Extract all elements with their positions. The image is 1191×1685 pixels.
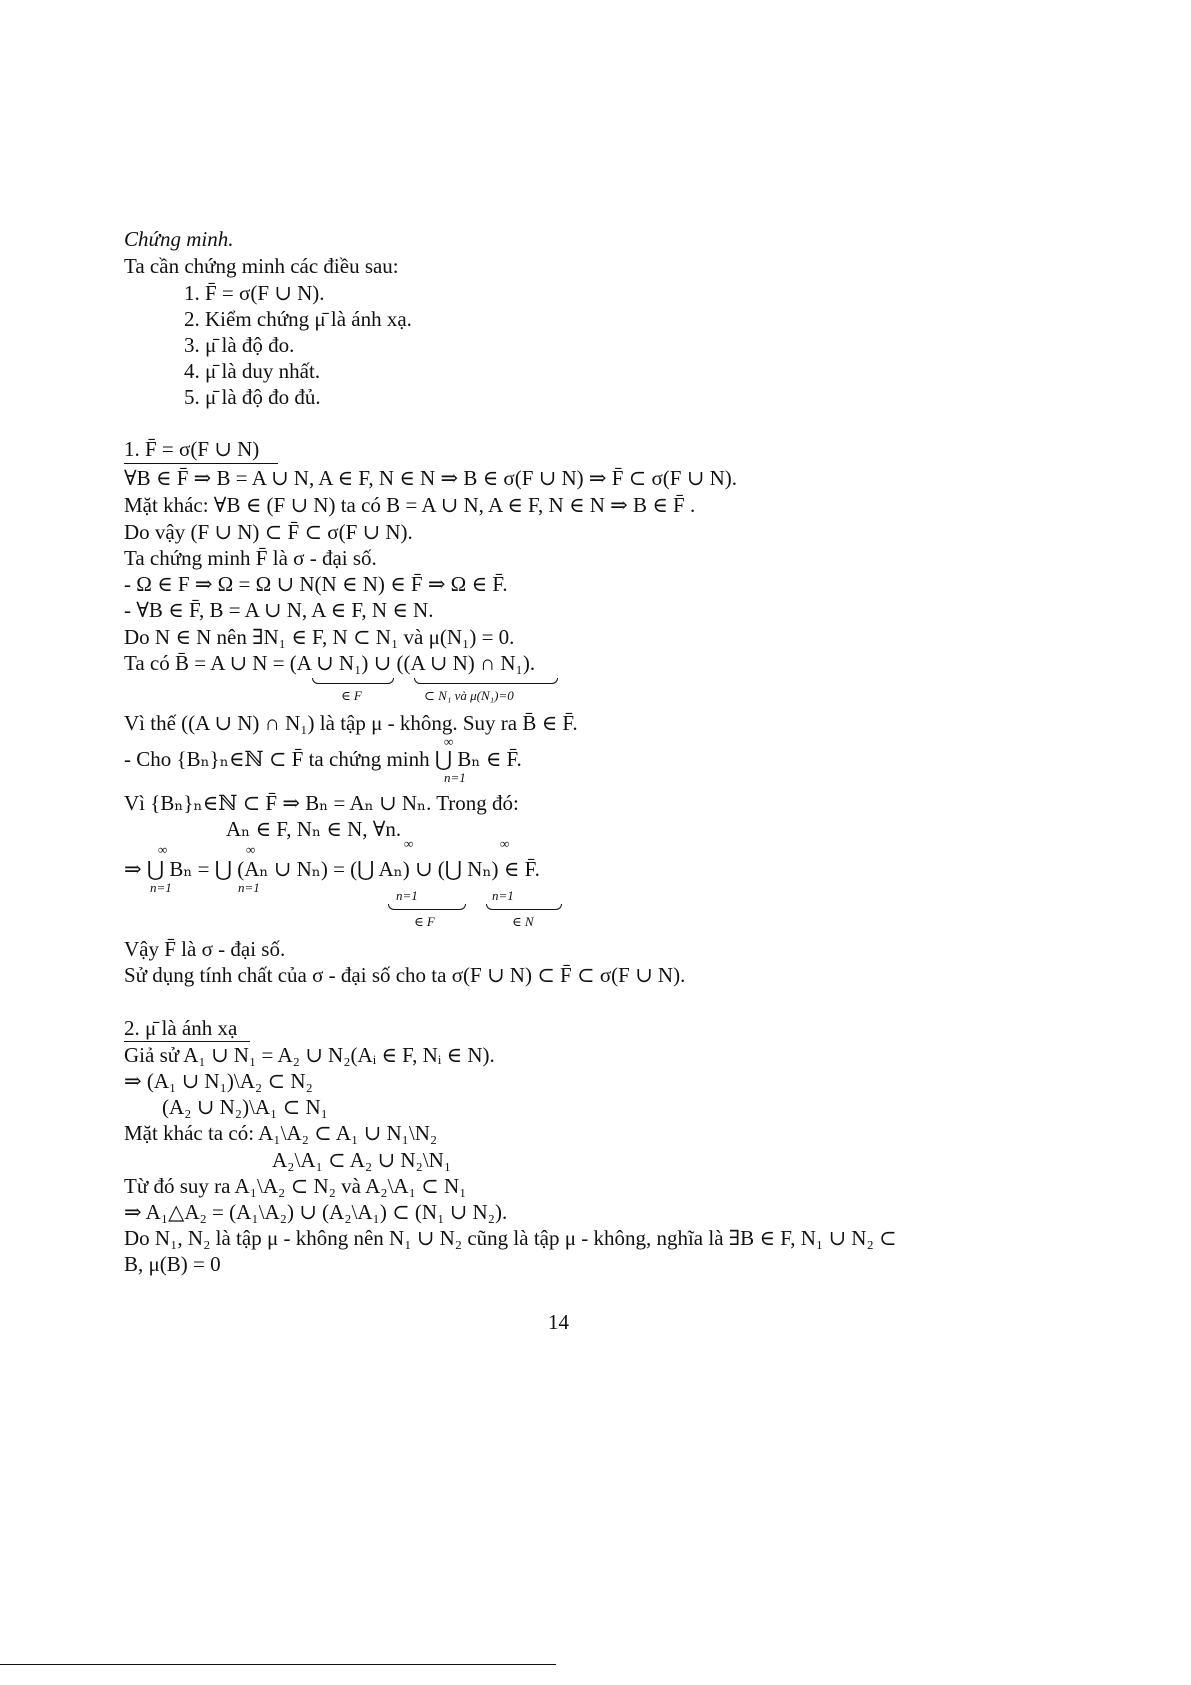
s2-line-3: (A₂ ∪ N₂)\A₁ ⊂ N₁: [162, 1095, 328, 1119]
section-1-title: 1. F̄ = σ(F ∪ N): [124, 437, 260, 461]
list-item-4: 4. μ̄ là duy nhất.: [184, 359, 321, 383]
s2-line-5: A₂\A₁ ⊂ A₂ ∪ N₂\N₁: [272, 1148, 452, 1172]
list-item-5: 5. μ̄ là độ đo đủ.: [184, 385, 321, 409]
s1-l13-lim4-lower: n=1: [492, 888, 514, 903]
list-item-3: 3. μ̄ là độ đo.: [184, 333, 295, 357]
s1-l13-lim3-lower: n=1: [396, 888, 418, 903]
s2-line-4: Mặt khác ta có: A₁\A₂ ⊂ A₁ ∪ N₁\N₂: [124, 1121, 438, 1145]
section-1-rule: [124, 463, 278, 464]
underbrace-3-label: ∈ F: [414, 914, 435, 929]
s1-l13-lim2-lower: n=1: [238, 880, 260, 895]
s2-line-2: ⇒ (A₁ ∪ N₁)\A₂ ⊂ N₂: [124, 1069, 313, 1093]
list-item-2: 2. Kiểm chứng μ̄ là ánh xạ.: [184, 307, 412, 331]
s1-l10-upper: ∞: [444, 734, 454, 749]
s1-line-9: Vì thế ((A ∪ N) ∩ N₁) là tập μ - không. Suy ra B̄ ∈ F̄.: [124, 711, 578, 735]
s1-l13-lim1-upper: ∞: [158, 842, 168, 857]
page-number: 14: [548, 1310, 569, 1334]
s1-line-5: - Ω ∈ F ⇒ Ω = Ω ∪ N(N ∈ N) ∈ F̄ ⇒ Ω ∈ F̄.: [124, 572, 508, 596]
s1-line-8: Ta có B̄ = A ∪ N = (A ∪ N₁) ∪ ((A ∪ N) ∩ N₁).: [124, 651, 536, 675]
underbrace-4: [486, 904, 562, 910]
s1-line-3: Do vậy (F ∪ N) ⊂ F̄ ⊂ σ(F ∪ N).: [124, 520, 413, 544]
underbrace-1-label: ∈ F: [341, 688, 362, 703]
underbrace-3: [388, 904, 466, 910]
s1-line-6: - ∀B ∈ F̄, B = A ∪ N, A ∈ F, N ∈ N.: [124, 598, 434, 622]
s1-line-12: Aₙ ∈ F, Nₙ ∈ N, ∀n.: [226, 817, 402, 841]
footer-rule: [0, 1664, 556, 1665]
s1-l13-lim4-upper: ∞: [500, 836, 510, 851]
list-item-1: 1. F̄ = σ(F ∪ N).: [184, 281, 325, 305]
proof-heading: Chứng minh.: [124, 227, 234, 251]
s1-l13-lim1-lower: n=1: [150, 880, 172, 895]
underbrace-2: [414, 678, 558, 684]
underbrace-1: [312, 678, 394, 684]
s1-line-1: ∀B ∈ F̄ ⇒ B = A ∪ N, A ∈ F, N ∈ N ⇒ B ∈ σ(F ∪ N) ⇒ F̄ ⊂ σ(F ∪ N).: [124, 466, 737, 490]
s1-line-7: Do N ∈ N nên ∃N₁ ∈ F, N ⊂ N₁ và μ(N₁) = 0.: [124, 625, 515, 649]
s1-l13-lim2-upper: ∞: [246, 842, 256, 857]
underbrace-2-label: ⊂ N₁ và μ(N₁)=0: [424, 688, 514, 703]
s1-l13-lim3-upper: ∞: [404, 836, 414, 851]
intro-line: Ta cần chứng minh các điều sau:: [124, 254, 399, 278]
s1-line-2: Mặt khác: ∀B ∈ (F ∪ N) ta có B = A ∪ N, A ∈ F, N ∈ N ⇒ B ∈ F̄ .: [124, 493, 696, 517]
section-2-title: 2. μ̄ là ánh xạ: [124, 1016, 238, 1040]
s1-line-15: Sử dụng tính chất của σ - đại số cho ta σ(F ∪ N) ⊂ F̄ ⊂ σ(F ∪ N).: [124, 963, 686, 987]
s2-line-6: Từ đó suy ra A₁\A₂ ⊂ N₂ và A₂\A₁ ⊂ N₁: [124, 1174, 467, 1198]
s1-line-14: Vậy F̄ là σ - đại số.: [124, 937, 286, 961]
s2-line-7: ⇒ A₁△A₂ = (A₁\A₂) ∪ (A₂\A₁) ⊂ (N₁ ∪ N₂).: [124, 1200, 508, 1224]
s2-line-1: Giả sử A₁ ∪ N₁ = A₂ ∪ N₂(Aᵢ ∈ F, Nᵢ ∈ N).: [124, 1043, 495, 1067]
s2-line-8: Do N₁, N₂ là tập μ - không nên N₁ ∪ N₂ cũng là tập μ - không, nghĩa là ∃B ∈ F, N₁ ∪ N₂ ⊂: [124, 1226, 897, 1250]
underbrace-4-label: ∈ N: [512, 914, 534, 929]
s2-line-9: B, μ(B) = 0: [124, 1252, 221, 1276]
s1-l10-lower: n=1: [444, 770, 466, 785]
s1-line-10: - Cho {Bₙ}ₙ∈ℕ ⊂ F̄ ta chứng minh ⋃ Bₙ ∈ F̄.: [124, 747, 522, 771]
s1-line-11: Vì {Bₙ}ₙ∈ℕ ⊂ F̄ ⇒ Bₙ = Aₙ ∪ Nₙ. Trong đó:: [124, 791, 519, 815]
s1-line-13: ⇒ ⋃ Bₙ = ⋃ (Aₙ ∪ Nₙ) = (⋃ Aₙ) ∪ (⋃ Nₙ) ∈ F̄.: [124, 857, 540, 881]
s1-line-4: Ta chứng minh F̄ là σ - đại số.: [124, 546, 377, 570]
